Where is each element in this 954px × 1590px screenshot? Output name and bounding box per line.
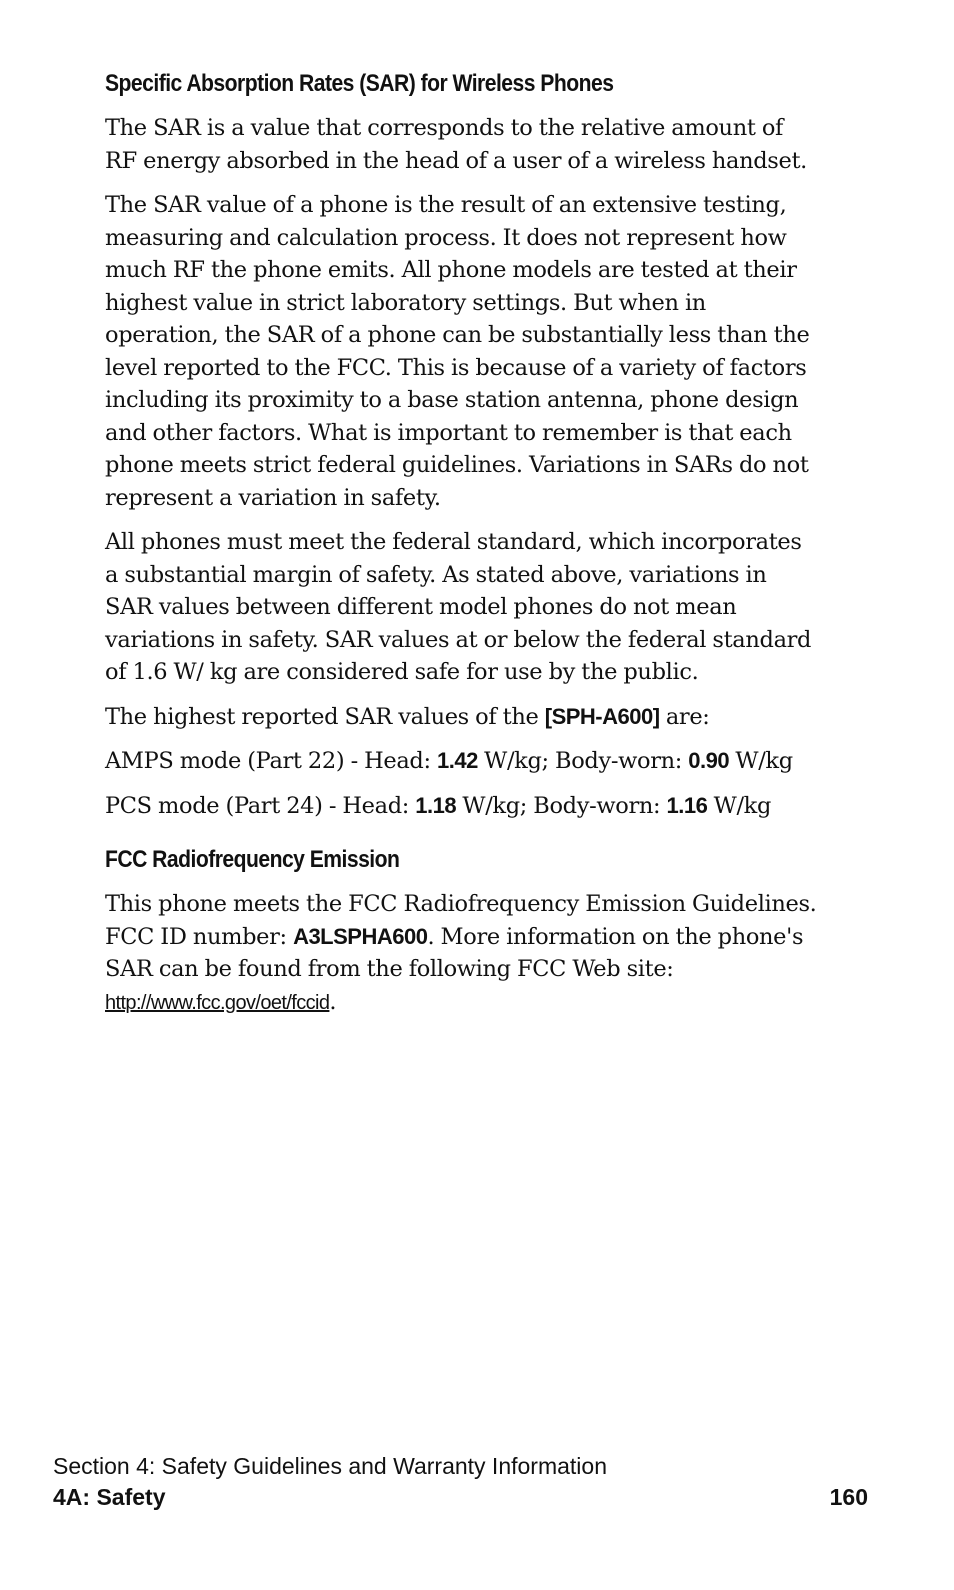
pcs-unit: W/kg	[707, 792, 772, 819]
amps-sar-line	[105, 745, 817, 778]
fcc-text-pre: This phone meets the FCC Radiofrequency Emission Guidelines. FCC ID number:	[105, 891, 817, 950]
pcs-mid-text: W/kg; Body-worn:	[456, 792, 667, 819]
fcc-id: A3LSPHA600	[293, 923, 428, 949]
sar-heading: Specific Absorption Rates (SAR) for Wireless Phones	[105, 70, 614, 97]
page-number: 160	[829, 1484, 868, 1510]
highest-sar-line	[105, 701, 817, 734]
amps-body-value: 0.90	[688, 748, 730, 773]
highest-sar-text-pre: The highest reported SAR values of the	[105, 703, 545, 730]
pcs-body-value: 1.16	[666, 792, 708, 818]
sar-paragraph-3: All phones must meet the federal standard, which incorporates a substantial margin of safety. As stated above, variations in SAR values between different model phones do not mean variations in safety. SAR values at or below the federal standard of 1.6 W/ kg are considered safe for use by the public.	[105, 529, 812, 685]
fcc-paragraph	[105, 888, 817, 1019]
fcc-heading: FCC Radiofrequency Emission	[105, 846, 400, 873]
amps-unit: W/kg	[729, 748, 793, 774]
footer-chapter-title: 4A: Safety	[53, 1484, 166, 1510]
sar-paragraph-2: The SAR value of a phone is the result of an extensive testing, measuring and calculation process. It does not represent how much RF the phone emits. All phone models are tested at their highest value in strict laboratory settings. But when in operation, the SAR of a phone can be substantially less than the level reported to the FCC. This is because of a variety of factors including its proximity to a base station antenna, phone design and other factors. What is important to remember is that each phone meets strict federal guidelines. Variations in SARs do not represent a variation in safety.	[105, 192, 810, 511]
fcc-text-end: .	[329, 988, 337, 1015]
model-number: [SPH-A600]	[544, 703, 660, 729]
highest-sar-text-post: are:	[659, 703, 710, 730]
pcs-head-value: 1.18	[415, 792, 457, 818]
amps-mid-text: W/kg; Body-worn:	[477, 748, 689, 774]
sar-paragraph-1: The SAR is a value that corresponds to the relative amount of RF energy absorbed in the head of a user of a wireless handset.	[105, 115, 807, 174]
amps-label: AMPS mode (Part 22) - Head:	[105, 748, 438, 774]
fcc-text-mid: . More information on the phone's SAR can be found from the following FCC Web site:	[105, 923, 804, 982]
pcs-label: PCS mode (Part 24) - Head:	[105, 792, 416, 819]
page-content	[105, 70, 817, 1031]
fcc-website-link[interactable]: http://www.fcc.gov/oet/fccid	[105, 991, 330, 1014]
footer-section-title: Section 4: Safety Guidelines and Warranty Information	[53, 1453, 607, 1479]
pcs-sar-line	[105, 790, 817, 823]
amps-head-value: 1.42	[437, 748, 478, 773]
